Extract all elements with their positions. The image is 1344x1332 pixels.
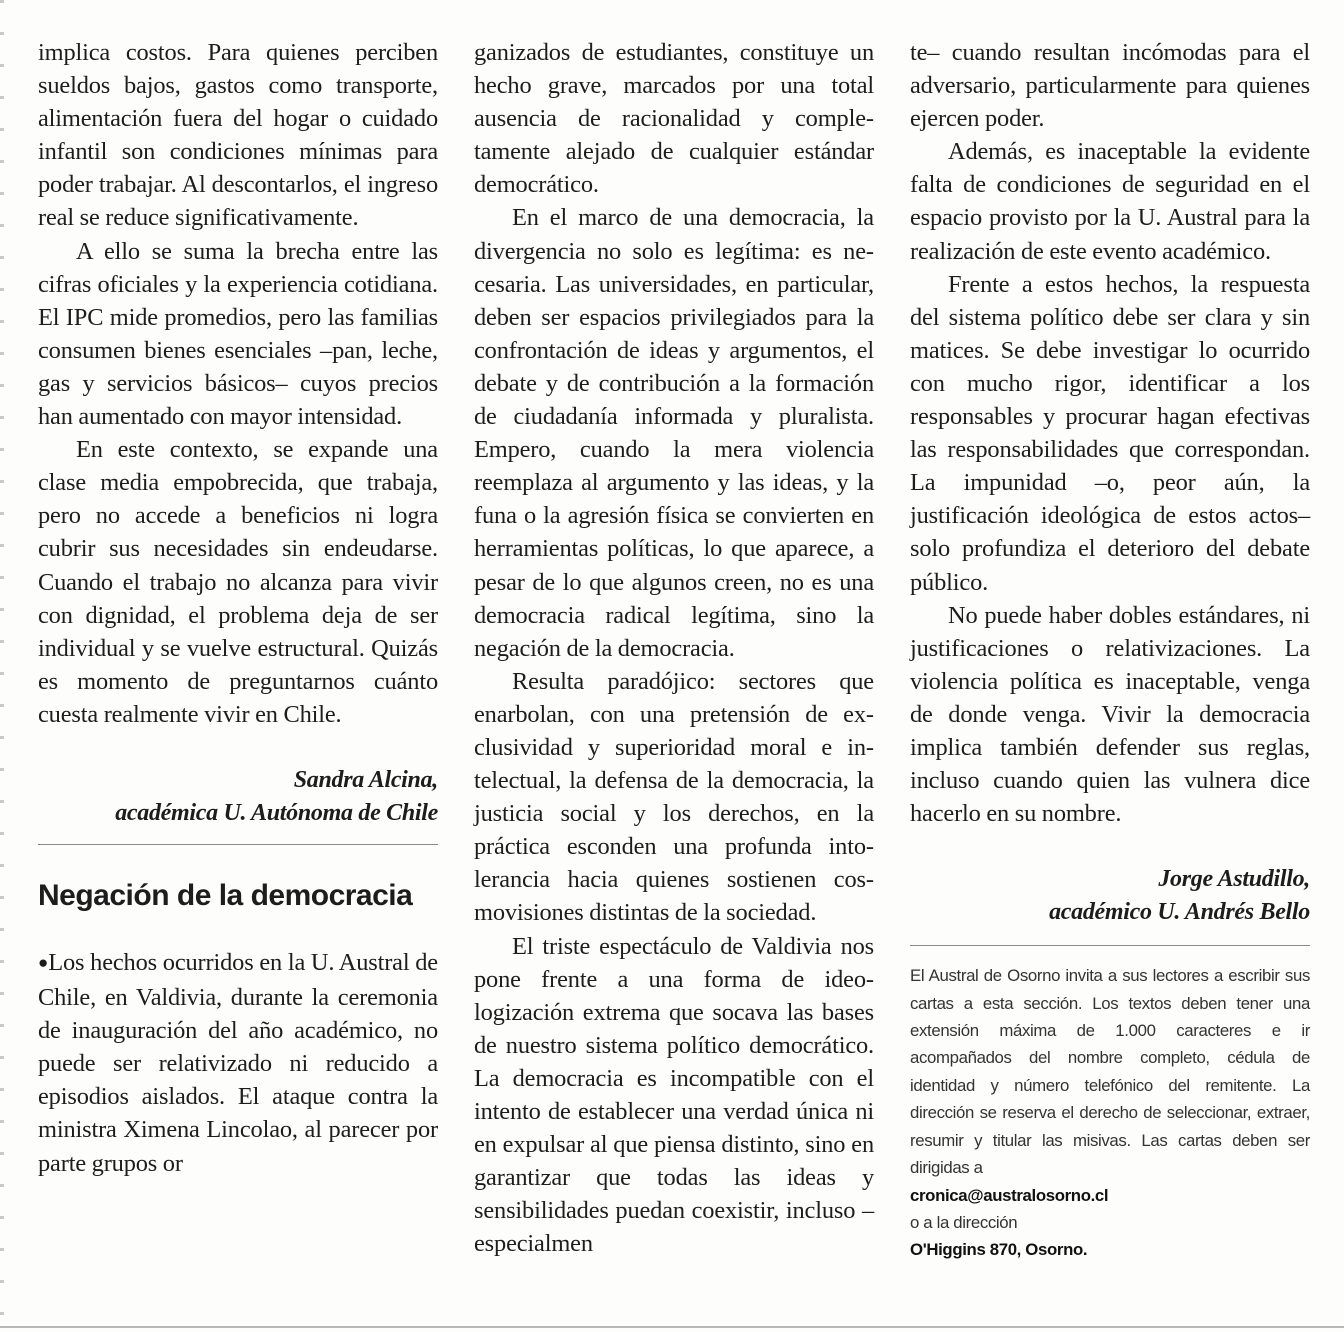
letter-paragraph: El triste espectáculo de Valdivia nos pone frente a una forma de ideologización extrema que socava las bases de nuestro sistema político democrático. La democracia es incompatible con el intento de establecer una verdad única ni en expulsar al que piensa distinto, sino en garantizar que todas las ideas y sensibilidades puedan coexistir, incluso –especialmen <box>474 932 874 1258</box>
submission-note <box>910 962 1310 1263</box>
column-2 <box>474 36 874 1260</box>
submission-note-text: El Austral de Osorno invita a sus lectores a escribir sus cartas a esta sección. Los textos deben tener una extensión máxima de 1.000 caracteres e ir acompañados del nombre completo, cédula de identidad y número telefónico del remitente. La dirección se reserva el derecho de seleccionar, extraer, resumir y titular las misivas. Las cartas deben ser dirigidas a <box>910 966 1310 1178</box>
submission-note-or: o a la dirección <box>910 1212 1018 1232</box>
postal-address: O'Higgins 870, Osorno. <box>910 1240 1088 1260</box>
letter-paragraph: Además, es inaceptable la evidente falta de condiciones de seguridad en el espacio provisto por la U. Austral para la realización de este evento académico. <box>910 138 1310 265</box>
column-3 <box>910 36 1310 1264</box>
column-1 <box>38 36 438 1180</box>
letter-paragraph: Frente a estos hechos, la respuesta del sistema político debe ser clara y sin matices. Se debe investigar lo ocurrido con mucho rigor, identificar a los responsables y procurar hagan efectivas las responsabilidades que correspondan. La impunidad –o, peor aún, la justificación ideológica de estos actos– solo profundiza el deterioro del debate público. <box>910 270 1310 596</box>
letter-paragraph: No puede haber dobles estándares, ni justificaciones o relativizaciones. La violencia política es inaceptable, venga de donde venga. Vivir la democracia implica también defender sus reglas, incluso cuando quien las vulnera dice hacerlo en su nombre. <box>910 601 1310 828</box>
section-divider <box>910 945 1310 946</box>
signature-name: Sandra Alcina, <box>293 766 438 793</box>
section-divider <box>38 844 438 845</box>
letter-paragraph: En el marco de una democracia, la divergencia no solo es legítima: es necesaria. Las universidades, en particular, deben ser espacios privilegiados para la confrontación de ideas y argumentos, el debate y de contribución a la formación de ciudadanía informada y pluralista. Empero, cuando la mera violencia reemplaza al argumento y las ideas, y la funa o la agresión física se convierten en herramientas políticas, lo que aparece, a pesar de lo que algunos creen, no es una democracia radical legítima, sino la negación de la democracia. <box>474 204 874 662</box>
letter-paragraph: te– cuando resultan incómodas para el adversario, particularmente para quienes ejercen poder. <box>910 39 1310 133</box>
page-bottom-rule <box>0 1326 1344 1328</box>
contact-email-link[interactable]: cronica@australosorno.cl <box>910 1185 1109 1205</box>
letter-paragraph: ● Los hechos ocurridos en la U. Austral de Chile, en Valdivia, durante la ceremonia de inauguración del año académico, no puede ser relativizado ni reducido a episodios aislados. El ataque contra la ministra Ximena Lincolao, al parecer por parte grupos or <box>38 946 438 1180</box>
letter-paragraph: implica costos. Para quienes perciben sueldos bajos, gastos como transporte, alimentación fuera del hogar o cuidado infantil son condiciones mínimas para poder trabajar. Al descontarlos, el ingreso real se reduce significativamente. <box>38 39 438 232</box>
signature-name: Jorge Astudillo, <box>1158 866 1310 893</box>
page-edge-marks <box>0 0 4 1332</box>
signature-title: académica U. Autónoma de Chile <box>115 799 438 826</box>
letter-headline: Negación de la democracia <box>38 878 413 912</box>
letter-paragraph: A ello se suma la brecha entre las cifras oficiales y la experiencia cotidiana. El IPC mide promedios, pero las familias consumen bienes esenciales –pan, leche, gas y servicios básicos– cuyos precios han aumentado con mayor intensidad. <box>38 237 438 431</box>
signature-title: académico U. Andrés Bello <box>1049 899 1310 926</box>
letter-paragraph: Resulta paradójico: sectores que enarbolan, con una pretensión de exclusividad y superioridad moral e intelectual, la defensa de la democracia, la justicia social y los derechos, en la práctica esconden una profunda intolerancia hacia quienes sostienen cosmovisiones distintas de la sociedad. <box>474 667 874 927</box>
letter-paragraph: En este contexto, se expande una clase media empobrecida, que trabaja, pero no accede a beneficios ni logra cubrir sus necesidades sin endeudarse. Cuando el trabajo no alcanza para vivir con dignidad, el problema deja de ser individual y se vuelve estructural. Quizás es momento de preguntarnos cuánto cuesta realmente vivir en Chile. <box>38 436 438 728</box>
letter-paragraph: ganizados de estudiantes, constituye un hecho grave, marcados por una total ausencia de racionalidad y completamente alejado de cualquier estándar democrático. <box>474 39 874 199</box>
